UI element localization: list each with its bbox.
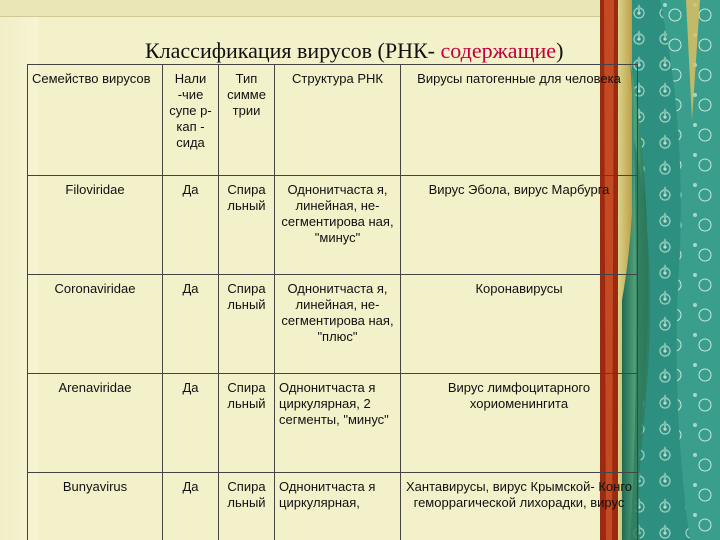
header-symmetry: Тип симме трии: [219, 65, 275, 176]
cell-supercapsid: Да: [163, 473, 219, 540]
title-main: Классификация вирусов (РНК-: [145, 38, 441, 63]
cell-symmetry: Спира льный: [219, 473, 275, 540]
cell-pathogens: Вирус лимфоцитарного хориоменингита: [401, 374, 638, 473]
header-structure: Структура РНК: [275, 65, 401, 176]
cell-structure: Однонитчаста я циркулярная,: [275, 473, 401, 540]
cell-pathogens: Хантавирусы, вирус Крымской- Конго геморрагической лихорадки, вирус: [401, 473, 638, 540]
table-row: [28, 374, 638, 473]
cell-family: Filoviridae: [28, 176, 163, 275]
cell-pathogens: Коронавирусы: [401, 275, 638, 374]
cell-pathogens: Вирус Эбола, вирус Марбурга: [401, 176, 638, 275]
cell-structure: Однонитчаста я циркулярная, 2 сегменты, "минус": [275, 374, 401, 473]
table-row: [28, 473, 638, 540]
virus-classification-table: [27, 64, 638, 540]
table-row: [28, 275, 638, 374]
cell-structure: Однонитчаста я, линейная, не- сегментирова ная, "плюс": [275, 275, 401, 374]
cell-family: Coronaviridae: [28, 275, 163, 374]
header-family: Семейство вирусов: [28, 65, 163, 176]
cell-symmetry: Спира льный: [219, 176, 275, 275]
cell-supercapsid: Да: [163, 176, 219, 275]
top-frame: [0, 0, 618, 17]
title-close: ): [556, 38, 564, 63]
cell-structure: Однонитчаста я, линейная, не- сегментирова ная, "минус": [275, 176, 401, 275]
cell-supercapsid: Да: [163, 275, 219, 374]
table-row: [28, 176, 638, 275]
table-header-row: [28, 65, 638, 176]
cell-symmetry: Спира льный: [219, 275, 275, 374]
page-title: [145, 38, 645, 64]
cell-symmetry: Спира льный: [219, 374, 275, 473]
header-supercapsid: Нали -чие супе р-кап - сида: [163, 65, 219, 176]
header-pathogens: Вирусы патогенные для человека: [401, 65, 638, 176]
cell-family: Arenaviridae: [28, 374, 163, 473]
cell-family: Bunyavirus: [28, 473, 163, 540]
cell-supercapsid: Да: [163, 374, 219, 473]
title-accent: содержащие: [440, 38, 557, 63]
